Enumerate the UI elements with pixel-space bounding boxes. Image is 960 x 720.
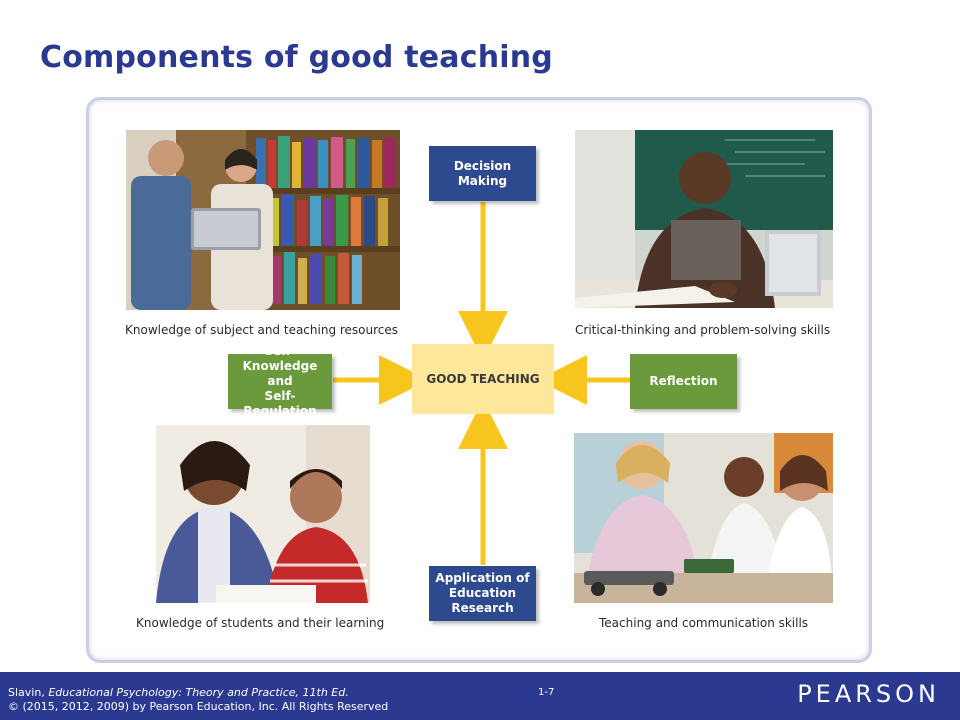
photo-communication bbox=[574, 433, 833, 603]
photo-students-learning bbox=[156, 425, 370, 603]
footer-citation bbox=[8, 686, 388, 714]
box-reflection bbox=[630, 354, 737, 409]
box-good-teaching-label: GOOD TEACHING bbox=[426, 371, 540, 386]
box-education-research-label: Application of Education Research bbox=[435, 571, 530, 615]
page-number: 1-7 bbox=[538, 687, 555, 698]
footer-bar bbox=[0, 672, 960, 720]
slide-title: Components of good teaching bbox=[40, 40, 553, 75]
caption-top-right: Critical-thinking and problem-solving skills bbox=[575, 323, 831, 337]
caption-bottom-left: Knowledge of students and their learning bbox=[136, 616, 385, 630]
pearson-logo: PEARSON bbox=[797, 680, 940, 708]
box-decision-making bbox=[429, 146, 536, 201]
box-self-knowledge-label: Self-Knowledge and Self-Regulation bbox=[242, 344, 318, 418]
footer-book-title: Educational Psychology: Theory and Practice, 11th Ed. bbox=[48, 686, 349, 699]
footer-copyright: © (2015, 2012, 2009) by Pearson Education, Inc. All Rights Reserved bbox=[8, 700, 389, 713]
photo-library bbox=[126, 130, 400, 310]
box-self-knowledge bbox=[228, 344, 332, 418]
caption-top-left: Knowledge of subject and teaching resources bbox=[125, 323, 399, 337]
footer-author: Slavin, bbox=[8, 686, 49, 699]
box-education-research bbox=[429, 566, 536, 621]
box-decision-making-label: Decision Making bbox=[453, 158, 512, 188]
box-good-teaching bbox=[412, 344, 554, 414]
caption-bottom-right: Teaching and communication skills bbox=[599, 616, 809, 630]
photo-critical-thinking bbox=[575, 130, 833, 308]
box-reflection-label: Reflection bbox=[649, 374, 718, 388]
